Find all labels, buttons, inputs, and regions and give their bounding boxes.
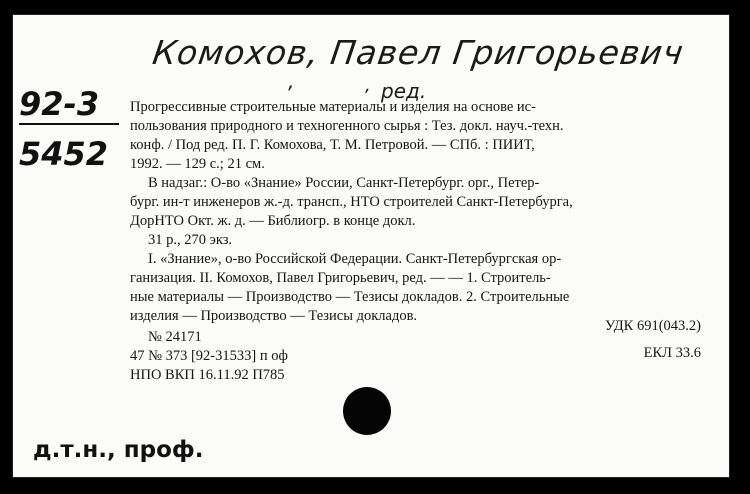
price-line: 31 р., 270 экз. bbox=[148, 232, 233, 248]
tracing-line: ганизация. II. Комохов, Павел Григорьевич, ред. — — 1. Строитель- bbox=[130, 270, 551, 286]
title-line: Прогрессивные строительные материалы и изделия на основе ис- bbox=[130, 99, 536, 115]
imprint-line: 1992. — 129 с.; 21 см. bbox=[130, 156, 265, 172]
editor-note-handwritten: ред. bbox=[381, 79, 427, 103]
note-line: В надзаг.: О-во «Знание» России, Санкт-Петербург. орг., Петер- bbox=[148, 175, 540, 191]
catalog-card bbox=[12, 14, 730, 478]
punch-hole bbox=[343, 387, 391, 435]
note-line: ДорНТО Окт. ж. д. — Библиогр. в конце докл. bbox=[130, 213, 416, 229]
udk-code: УДК 691(043.2) bbox=[604, 318, 701, 334]
ekl-code: ЕКЛ 33.6 bbox=[643, 345, 701, 361]
title-line: пользования природного и техногенного сырья : Тез. докл. науч.-техн. bbox=[130, 118, 564, 134]
title-line: конф. / Под ред. П. Г. Комохова, Т. М. Петровой. — СПб. : ПИИТ, bbox=[130, 137, 535, 153]
shelfmark-bottom: 5452 bbox=[19, 135, 109, 173]
record-number: № 24171 bbox=[148, 329, 202, 345]
publisher-stamp-line: НПО ВКП 16.11.92 П785 bbox=[130, 367, 285, 383]
degree-handwritten: д.т.н., проф. bbox=[33, 437, 204, 463]
handwritten-comma: , bbox=[365, 75, 371, 96]
tracing-line: ные материалы — Производство — Тезисы докладов. 2. Строительные bbox=[130, 289, 570, 305]
handwritten-comma: , bbox=[288, 69, 295, 93]
shelfmark-top: 92-3 bbox=[19, 85, 119, 125]
order-line: 47 № 373 [92-31533] п оф bbox=[130, 348, 288, 364]
note-line: бург. ин-т инженеров ж.-д. трансп., НТО строителей Санкт-Петербурга, bbox=[130, 194, 573, 210]
author-handwritten: Комохов, Павел Григорьевич bbox=[150, 33, 687, 72]
tracing-line: изделия — Производство — Тезисы докладов. bbox=[130, 308, 418, 324]
tracing-line: I. «Знание», о-во Российской Федерации. Санкт-Петербургская ор- bbox=[148, 251, 562, 267]
